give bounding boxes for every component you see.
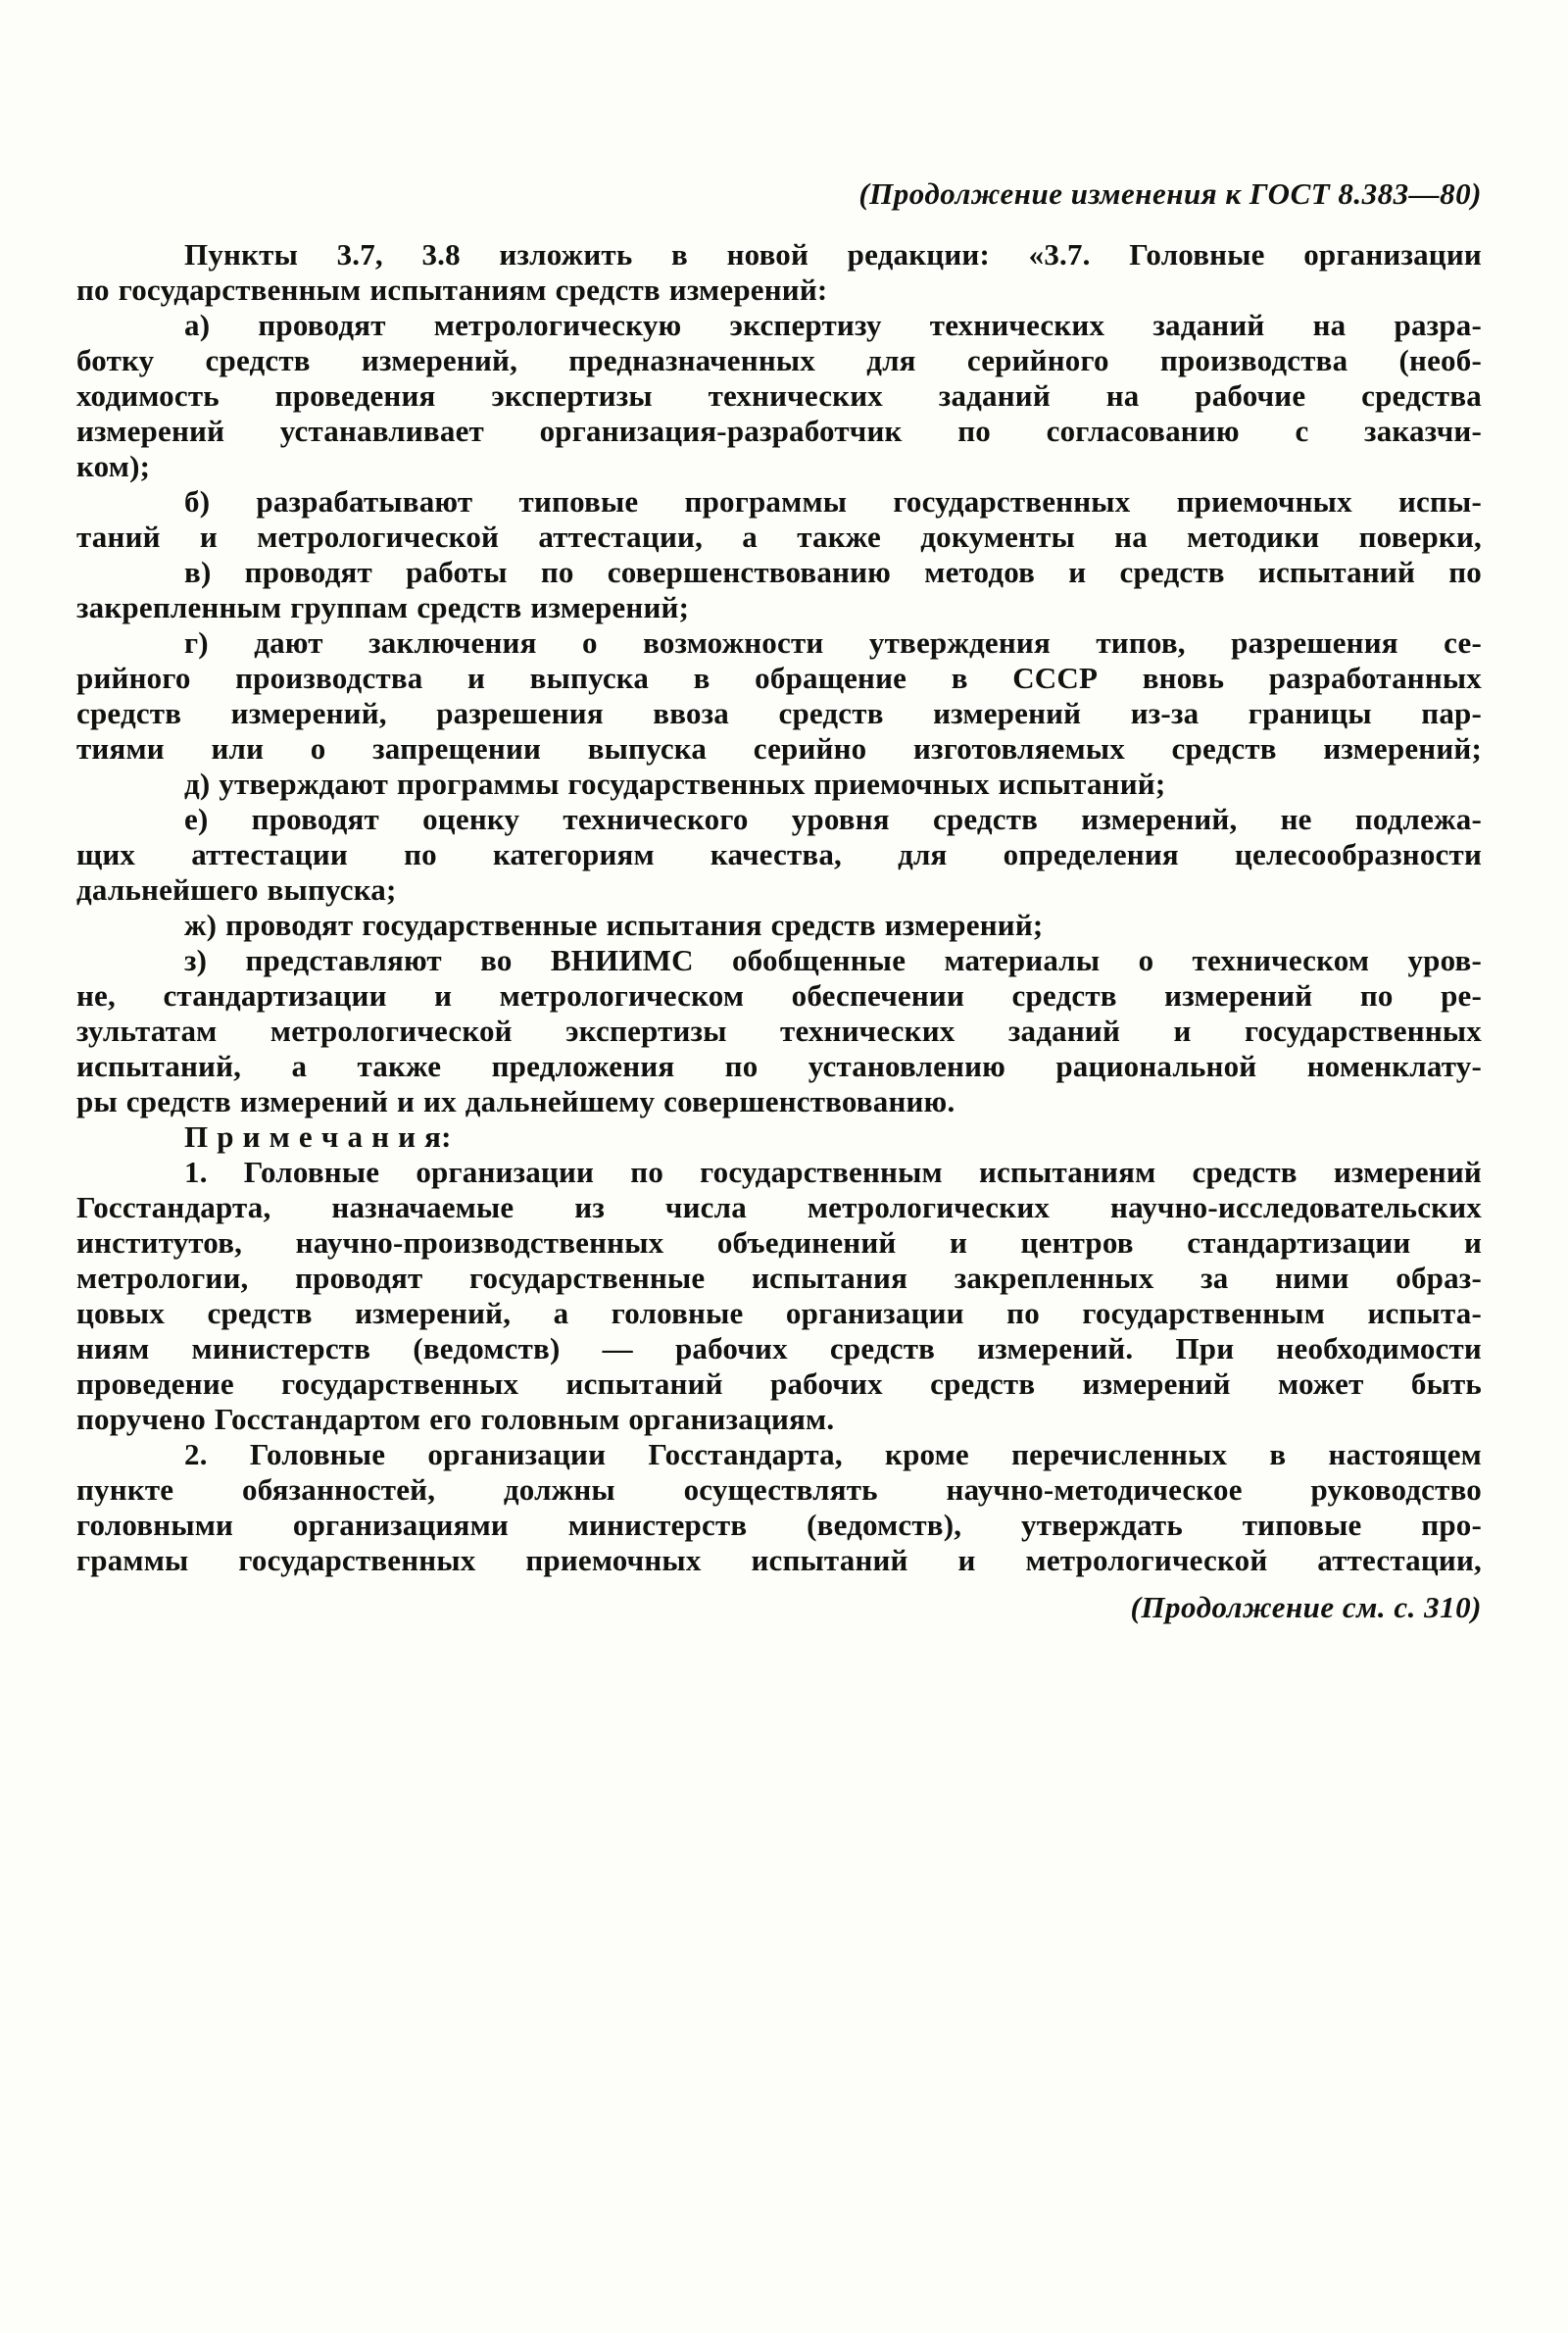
text-line: тиями или о запрещении выпуска серийно изготовляемых средств измерений; bbox=[76, 731, 1482, 766]
text-line: а) проводят метрологическую экспертизу технических заданий на разра- bbox=[184, 308, 1482, 342]
text-line: не, стандартизации и метрологическом обеспечении средств измерений по ре- bbox=[76, 978, 1482, 1013]
text-line: институтов, научно-производственных объединений и центров стандартизации и bbox=[76, 1225, 1482, 1260]
text-line: д) утверждают программы государственных приемочных испытаний; bbox=[184, 767, 1166, 801]
text-line: головными организациями министерств (ведомств), утверждать типовые про- bbox=[76, 1508, 1482, 1542]
text-line: е) проводят оценку технического уровня средств измерений, не подлежа- bbox=[184, 802, 1482, 836]
continuation-footer: (Продолжение см. с. 310) bbox=[1130, 1590, 1482, 1624]
text-line: рийного производства и выпуска в обращение в СССР вновь разработанных bbox=[76, 661, 1482, 695]
text-line: зультатам метрологической экспертизы технических заданий и государственных bbox=[76, 1014, 1482, 1048]
text-line: ниям министерств (ведомств) — рабочих средств измерений. При необходимости bbox=[76, 1331, 1482, 1365]
text-line: закрепленным группам средств измерений; bbox=[76, 590, 690, 624]
text-line: 1. Головные организации по государственным испытаниям средств измерений bbox=[184, 1155, 1482, 1189]
text-line: цовых средств измерений, а головные организации по государственным испыта- bbox=[76, 1296, 1482, 1330]
text-line: г) дают заключения о возможности утверждения типов, разрешения се- bbox=[184, 625, 1482, 660]
text-line: 2. Головные организации Госстандарта, кроме перечисленных в настоящем bbox=[184, 1437, 1482, 1471]
text-line: ботку средств измерений, предназначенных для серийного производства (необ- bbox=[76, 343, 1482, 377]
text-line: граммы государственных приемочных испытаний и метрологической аттестации, bbox=[76, 1543, 1482, 1577]
text-line: ком); bbox=[76, 449, 151, 483]
page-content bbox=[76, 176, 1482, 1625]
text-line: таний и метрологической аттестации, а также документы на методики поверки, bbox=[76, 520, 1482, 554]
text-line: измерений устанавливает организация-разработчик по согласованию с заказчи- bbox=[76, 414, 1482, 448]
text-line: з) представляют во ВНИИМС обобщенные материалы о техническом уров- bbox=[184, 943, 1482, 977]
text-line: в) проводят работы по совершенствованию методов и средств испытаний по bbox=[184, 555, 1482, 589]
text-line: поручено Госстандартом его головным организациям. bbox=[76, 1402, 835, 1436]
text-line: пункте обязанностей, должны осуществлять научно-методическое руководство bbox=[76, 1472, 1482, 1507]
document-body bbox=[76, 237, 1482, 1578]
text-line: б) разрабатывают типовые программы государственных приемочных испы- bbox=[184, 484, 1482, 519]
text-line: проведение государственных испытаний рабочих средств измерений может быть bbox=[76, 1366, 1482, 1401]
text-line: Пункты 3.7, 3.8 изложить в новой редакции: «3.7. Головные организации bbox=[184, 237, 1482, 272]
text-line: по государственным испытаниям средств измерений: bbox=[76, 273, 828, 307]
text-line: испытаний, а также предложения по установлению рациональной номенклату- bbox=[76, 1049, 1482, 1083]
text-line: Госстандарта, назначаемые из числа метрологических научно-исследовательских bbox=[76, 1190, 1482, 1224]
text-line: ходимость проведения экспертизы технических заданий на рабочие средства bbox=[76, 378, 1482, 413]
text-line: П р и м е ч а н и я: bbox=[184, 1119, 452, 1154]
text-line: ж) проводят государственные испытания средств измерений; bbox=[184, 908, 1044, 942]
text-line: ры средств измерений и их дальнейшему совершенствованию. bbox=[76, 1084, 956, 1118]
continuation-header: (Продолжение изменения к ГОСТ 8.383—80) bbox=[858, 176, 1482, 211]
text-line: средств измерений, разрешения ввоза средств измерений из-за границы пар- bbox=[76, 696, 1482, 730]
text-line: щих аттестации по категориям качества, для определения целесообразности bbox=[76, 837, 1482, 871]
text-line: метрологии, проводят государственные испытания закрепленных за ними образ- bbox=[76, 1261, 1482, 1295]
text-line: дальнейшего выпуска; bbox=[76, 872, 397, 907]
